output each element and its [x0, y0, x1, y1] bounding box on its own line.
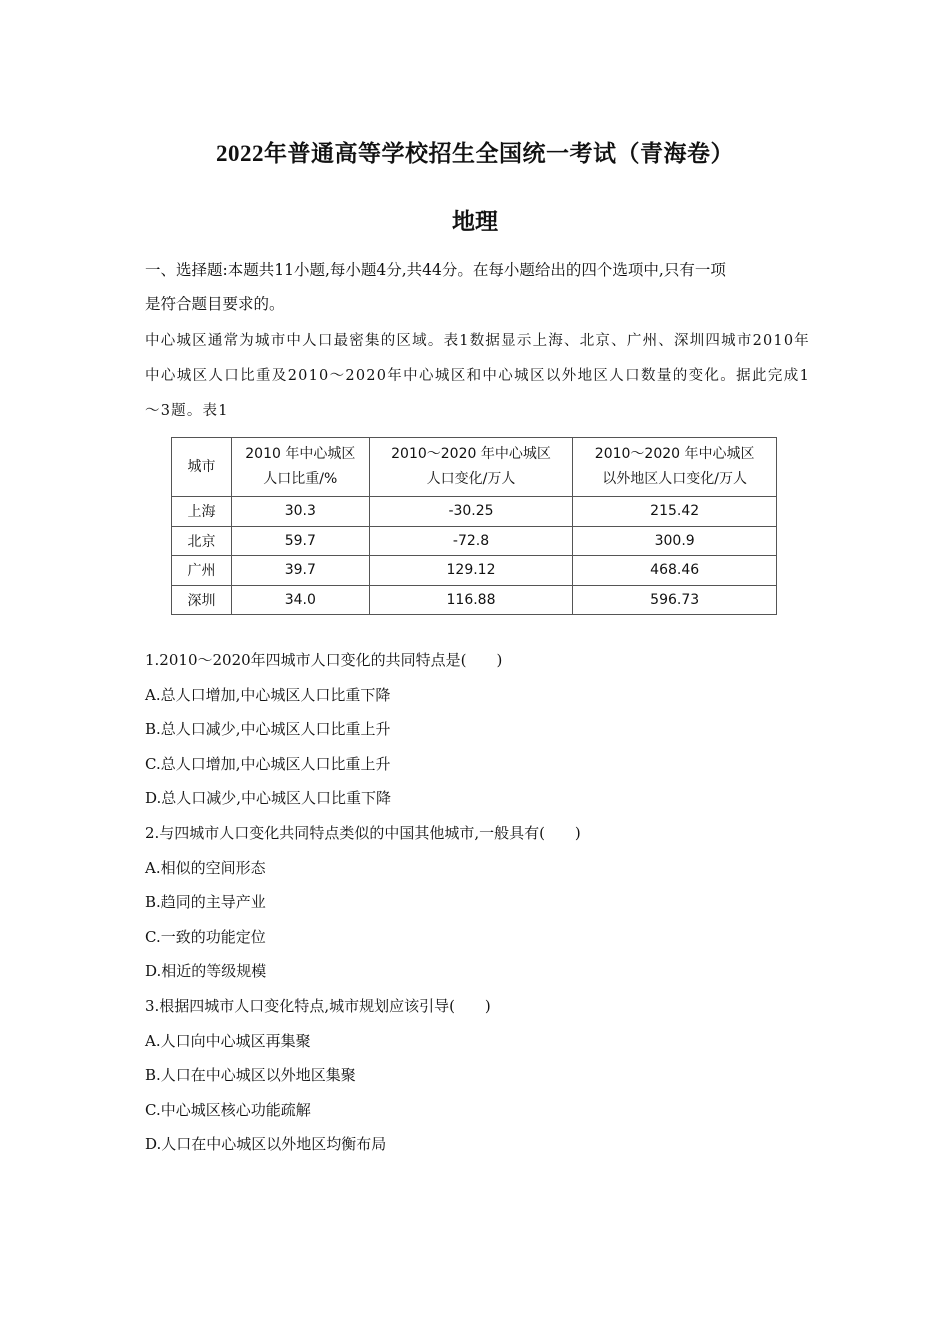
cell-outer: 215.42 [573, 497, 777, 527]
header-share [231, 438, 369, 497]
question-stem: 3.根据四城市人口变化特点,城市规划应该引导( ) [145, 996, 491, 1015]
subject-heading: 地理 [452, 208, 498, 235]
cell-share: 30.3 [231, 497, 369, 527]
header-central-line2: 人口变化/万人 [426, 471, 516, 487]
header-central-change [369, 438, 573, 497]
question-stem: 1.2010～2020年四城市人口变化的共同特点是( ) [145, 651, 503, 669]
population-table [171, 437, 777, 615]
section-instructions [145, 253, 810, 321]
cell-central: -30.25 [369, 497, 573, 527]
answer-option-d[interactable]: D.总人口减少,中心城区人口比重下降 [145, 789, 392, 808]
instructions-line-1: 一、选择题:本题共11小题,每小题4分,共44分。在每小题给出的四个选项中,只有一项 [145, 261, 726, 279]
header-share-line1: 2010 年中心城区 [245, 446, 356, 462]
cell-share: 34.0 [231, 585, 369, 615]
answer-option-a[interactable]: A.人口向中心城区再集聚 [145, 1031, 311, 1050]
answer-option-b[interactable]: B.趋同的主导产业 [145, 893, 266, 912]
answer-option-b[interactable]: B.总人口减少,中心城区人口比重上升 [145, 720, 391, 739]
answer-option-d[interactable]: D.人口在中心城区以外地区均衡布局 [145, 1135, 387, 1154]
answer-option-c[interactable]: C.总人口增加,中心城区人口比重上升 [145, 754, 391, 773]
cell-city: 深圳 [172, 585, 232, 615]
cell-city: 上海 [172, 497, 232, 527]
table-row [172, 556, 777, 586]
answer-option-a[interactable]: A.总人口增加,中心城区人口比重下降 [145, 685, 391, 704]
question-1 [145, 643, 810, 816]
cell-outer: 596.73 [573, 585, 777, 615]
cell-outer: 468.46 [573, 556, 777, 586]
header-city [172, 438, 232, 497]
question-3 [145, 989, 810, 1162]
table-row [172, 497, 777, 527]
table-row [172, 526, 777, 556]
answer-option-d[interactable]: D.相近的等级规模 [145, 962, 267, 981]
answer-option-a[interactable]: A.相似的空间形态 [145, 858, 266, 877]
cell-central: -72.8 [369, 526, 573, 556]
header-outer-line1: 2010～2020 年中心城区 [594, 446, 755, 462]
header-outer-change [573, 438, 777, 497]
cell-central: 116.88 [369, 585, 573, 615]
page-title: 2022年普通高等学校招生全国统一考试（青海卷） [216, 141, 734, 166]
question-stem: 2.与四城市人口变化共同特点类似的中国其他城市,一般具有( ) [145, 823, 581, 842]
question-list [145, 643, 810, 1162]
header-share-line2: 人口比重/% [263, 471, 338, 487]
question-2 [145, 816, 810, 989]
cell-city: 北京 [172, 526, 232, 556]
cell-outer: 300.9 [573, 526, 777, 556]
cell-share: 59.7 [231, 526, 369, 556]
header-outer-line2: 以外地区人口变化/万人 [602, 471, 748, 487]
answer-option-c[interactable]: C.一致的功能定位 [145, 927, 266, 946]
answer-option-c[interactable]: C.中心城区核心功能疏解 [145, 1100, 311, 1119]
instructions-line-2: 是符合题目要求的。 [145, 295, 285, 313]
answer-option-b[interactable]: B.人口在中心城区以外地区集聚 [145, 1066, 356, 1085]
table-header-row [172, 438, 777, 497]
header-city-label: 城市 [187, 458, 216, 475]
table-row [172, 585, 777, 615]
header-central-line1: 2010～2020 年中心城区 [391, 446, 551, 462]
reading-passage: 中心城区通常为城市中人口最密集的区域。表1数据显示上海、北京、广州、深圳四城市2010年中心城区人口比重及2010～2020年中心城区和中心城区以外地区人口数量的变化。据此完成1～3题。表1 [145, 333, 810, 419]
cell-city: 广州 [172, 556, 232, 586]
cell-central: 129.12 [369, 556, 573, 586]
cell-share: 39.7 [231, 556, 369, 586]
